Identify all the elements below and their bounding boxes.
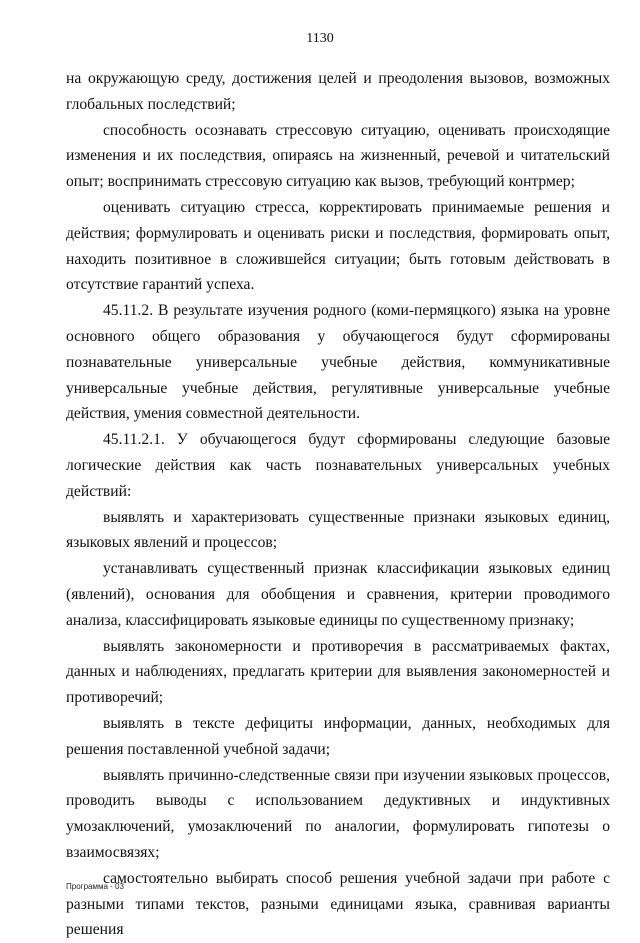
list-item: выявлять закономерности и противоречия в рассматриваемых фактах, данных и наблюдениях, предлагать критерии для выявления закономерностей и противоречий;: [66, 637, 610, 707]
list-item: самостоятельно выбирать способ решения учебной задачи при работе с разными типами текстов, разными единицами языка, сравнивая варианты решения: [66, 869, 610, 939]
list-item: выявлять в тексте дефициты информации, данных, необходимых для решения поставленной учебной задачи;: [66, 714, 610, 758]
page-number: 1130: [306, 31, 334, 46]
list-item: выявлять причинно-следственные связи при изучении языковых процессов, проводить выводы с использованием дедуктивных и индуктивных умозаключений, умозаключений по аналогии, формулировать гипотезы о взаимосвязях;: [66, 766, 610, 861]
footer-label: Программа - 03: [66, 882, 124, 891]
list-item: выявлять и характеризовать существенные признаки языковых единиц, языковых явлений и процессов;: [66, 508, 610, 552]
document-body: [66, 66, 610, 943]
paragraph: способность осознавать стрессовую ситуацию, оценивать происходящие изменения и их последствия, опираясь на жизненный, речевой и читательский опыт; воспринимать стрессовую ситуацию как вызов, требующий контрмер;: [66, 121, 610, 191]
paragraph-continuation: на окружающую среду, достижения целей и преодоления вызовов, возможных глобальных последствий;: [66, 70, 610, 113]
paragraph-section-45-11-2-1: 45.11.2.1. У обучающегося будут сформированы следующие базовые логические действия как часть познавательных универсальных учебных действий:: [66, 431, 610, 500]
paragraph: оценивать ситуацию стресса, корректировать принимаемые решения и действия; формулировать и оценивать риски и последствия, формировать опыт, находить позитивное в сложившейся ситуации; быть готовым действовать в отсутствие гарантий успеха.: [66, 198, 610, 294]
paragraph-section-45-11-2: 45.11.2. В результате изучения родного (коми-пермяцкого) языка на уровне основного общего образования у обучающегося будут сформированы познавательные универсальные учебные действия, коммуникативные универсальные учебные действия, регулятивные универсальные учебные действия, умения совместной деятельности.: [66, 302, 610, 423]
list-item: устанавливать существенный признак классификации языковых единиц (явлений), основания для обобщения и сравнения, критерии проводимого анализа, классифицировать языковые единицы по существенному признаку;: [66, 560, 610, 629]
